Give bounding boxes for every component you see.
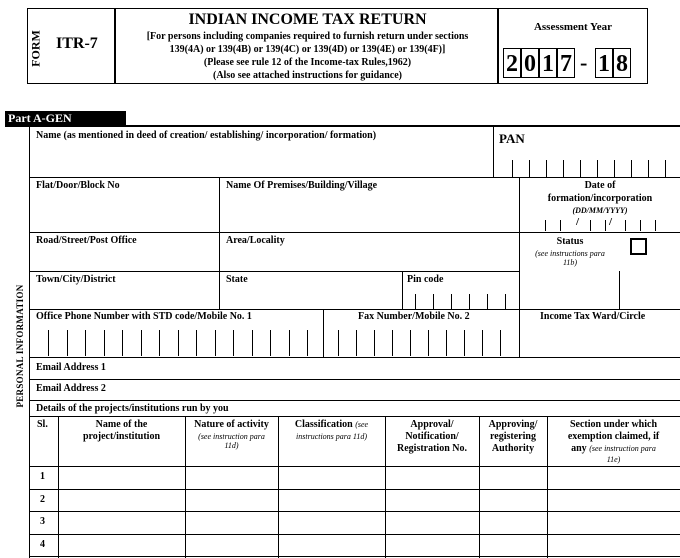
- col-nature-2: (see instruction para: [198, 432, 265, 441]
- pan-tick: [580, 160, 581, 177]
- pan-tick: [597, 160, 598, 177]
- fax-tick: [446, 330, 447, 356]
- title-box: [115, 8, 498, 84]
- form-word: FORM: [28, 30, 43, 67]
- phone-tick: [178, 330, 179, 356]
- col-class-3: instructions para 11d): [296, 432, 367, 441]
- pan-label: PAN: [499, 131, 525, 146]
- pin-tick: [487, 294, 488, 309]
- fax-tick: [410, 330, 411, 356]
- date-tick: [605, 220, 606, 231]
- projects-label: Details of the projects/institutions run by you: [36, 403, 229, 414]
- town-input[interactable]: [30, 287, 218, 308]
- pin-tick: [415, 294, 416, 309]
- date-input[interactable]: [540, 215, 660, 231]
- fax-tick: [464, 330, 465, 356]
- fax-tick: [338, 330, 339, 356]
- col-class-heading: [278, 419, 385, 431]
- table-row[interactable]: [59, 512, 680, 533]
- part-rule: [5, 125, 680, 127]
- ay-dash: -: [580, 50, 588, 75]
- col-sl: Sl.: [37, 419, 48, 430]
- form-subtitle-3: (Please see rule 12 of the Income-tax Rules,1962): [203, 57, 412, 68]
- phone-tick: [289, 330, 290, 356]
- phone-tick: [215, 330, 216, 356]
- col-class-1: Classification: [294, 419, 353, 430]
- pan-tick: [512, 160, 513, 177]
- form-subtitle-2: 139(4A) or 139(4B) or 139(4C) or 139(4D) or 139(4E) or 139(4F)]: [169, 44, 446, 55]
- date-tick: [590, 220, 591, 231]
- status-checkbox[interactable]: [630, 238, 647, 255]
- col-auth-3: Authority: [491, 443, 535, 454]
- col-section-5: 11e): [606, 455, 621, 464]
- road-label: Road/Street/Post Office: [36, 235, 137, 246]
- phone-tick: [67, 330, 68, 356]
- phone-tick: [122, 330, 123, 356]
- row-number: 4: [40, 539, 45, 550]
- fax-tick: [500, 330, 501, 356]
- state-input[interactable]: [220, 287, 401, 308]
- ay-digit-5: 1: [595, 48, 613, 78]
- status-label: Status: [556, 236, 584, 247]
- date-tick: [655, 220, 656, 231]
- pin-tick: [505, 294, 506, 309]
- grid-line: [29, 400, 680, 401]
- ay-digit-1: 2: [503, 48, 521, 78]
- phone-tick: [159, 330, 160, 356]
- pin-tick: [451, 294, 452, 309]
- phone-tick: [270, 330, 271, 356]
- fax-tick: [356, 330, 357, 356]
- pan-tick: [614, 160, 615, 177]
- pin-tick: [469, 294, 470, 309]
- col-section-4: (see instruction para: [589, 444, 656, 453]
- col-approval-3: Registration No.: [397, 443, 467, 454]
- date-tick: [640, 220, 641, 231]
- form-number: ITR-7: [56, 35, 98, 52]
- fax-tick: [392, 330, 393, 356]
- grid-line: [29, 177, 680, 178]
- state-label: State: [226, 274, 248, 285]
- phone-tick: [252, 330, 253, 356]
- grid-line: [619, 271, 620, 309]
- premises-input[interactable]: [220, 194, 518, 231]
- col-name-2: project/institution: [82, 431, 161, 442]
- col-approval-1: Approval/: [410, 419, 454, 430]
- flat-input[interactable]: [30, 194, 218, 231]
- table-row[interactable]: [59, 535, 680, 555]
- status-area: [520, 272, 619, 308]
- side-label: PERSONAL INFORMATION: [15, 284, 25, 408]
- form-subtitle-4: (Also see attached instructions for guidance): [213, 70, 402, 81]
- area-label: Area/Locality: [226, 235, 285, 246]
- grid-line: [29, 232, 680, 233]
- road-input[interactable]: [30, 248, 218, 270]
- email2-label: Email Address 2: [36, 383, 106, 394]
- col-auth-2: registering: [490, 431, 536, 442]
- pin-input[interactable]: [403, 292, 518, 308]
- fax-input[interactable]: [324, 326, 518, 356]
- name-label: Name (as mentioned in deed of creation/ establishing/ incorporation/ formation): [36, 130, 377, 141]
- phone-input[interactable]: [30, 326, 322, 356]
- table-row[interactable]: [59, 490, 680, 510]
- fax-tick: [428, 330, 429, 356]
- pan-tick: [648, 160, 649, 177]
- grid-line: [29, 309, 680, 310]
- col-approval-2: Notification/: [405, 431, 459, 442]
- grid-line: [29, 556, 680, 557]
- date-tick: [545, 220, 546, 231]
- date-format: (DD/MM/YYYY): [572, 206, 628, 215]
- form-title: INDIAN INCOME TAX RETURN: [188, 11, 427, 28]
- phone-tick: [85, 330, 86, 356]
- grid-line: [29, 416, 680, 417]
- date-label-1: Date of: [584, 180, 616, 191]
- assessment-year-label: Assessment Year: [533, 21, 613, 33]
- pan-tick: [631, 160, 632, 177]
- col-section-2: exemption claimed, if: [567, 431, 660, 442]
- date-label-2: formation/incorporation: [547, 193, 653, 204]
- email1-input[interactable]: [130, 358, 680, 378]
- pan-tick: [563, 160, 564, 177]
- phone-tick: [141, 330, 142, 356]
- fax-tick: [482, 330, 483, 356]
- email2-input[interactable]: [130, 380, 680, 399]
- area-input[interactable]: [220, 248, 518, 270]
- date-tick: [625, 220, 626, 231]
- row-number: 1: [40, 471, 45, 482]
- premises-label: Name Of Premises/Building/Village: [226, 180, 378, 191]
- ward-input[interactable]: [520, 326, 680, 356]
- ay-digit-2: 0: [521, 48, 539, 78]
- part-title: Part A-GEN: [5, 111, 126, 126]
- pin-label: Pin code: [407, 274, 444, 285]
- phone-tick: [196, 330, 197, 356]
- ay-digit-6: 8: [613, 48, 631, 78]
- phone-label: Office Phone Number with STD code/Mobile No. 1: [36, 311, 252, 322]
- pan-input[interactable]: [494, 150, 680, 177]
- email1-label: Email Address 1: [36, 362, 106, 373]
- pan-tick: [665, 160, 666, 177]
- col-nature-3: 11d): [224, 441, 239, 450]
- row-number: 2: [40, 494, 45, 505]
- col-section-line3: [547, 443, 680, 455]
- date-separator-2: /: [609, 216, 613, 228]
- grid-line: [29, 271, 519, 272]
- pin-tick: [433, 294, 434, 309]
- form-subtitle-1: [For persons including companies required to furnish return under sections: [146, 31, 469, 42]
- col-nature-1: Nature of activity: [194, 419, 269, 430]
- col-section-3: any: [571, 443, 587, 454]
- pan-tick: [529, 160, 530, 177]
- ay-digit-4: 7: [557, 48, 575, 78]
- form-number-box: [27, 8, 115, 84]
- col-name-1: Name of the: [95, 419, 148, 430]
- col-section-1: Section under which: [569, 419, 658, 430]
- status-note-1: (see instructions para: [535, 249, 605, 258]
- town-label: Town/City/District: [36, 274, 116, 285]
- col-class-2: (see: [355, 420, 369, 429]
- status-note-2: 11b): [562, 258, 578, 267]
- phone-tick: [104, 330, 105, 356]
- row-number: 3: [40, 516, 45, 527]
- date-tick: [560, 220, 561, 231]
- flat-label: Flat/Door/Block No: [36, 180, 120, 191]
- fax-label: Fax Number/Mobile No. 2: [358, 311, 470, 322]
- pan-tick: [546, 160, 547, 177]
- col-auth-1: Approving/: [488, 419, 538, 430]
- phone-tick: [307, 330, 308, 356]
- ay-digit-3: 1: [539, 48, 557, 78]
- phone-tick: [233, 330, 234, 356]
- table-row[interactable]: [59, 467, 680, 488]
- date-separator-1: /: [576, 216, 580, 228]
- phone-tick: [48, 330, 49, 356]
- fax-tick: [374, 330, 375, 356]
- ward-label: Income Tax Ward/Circle: [540, 311, 646, 322]
